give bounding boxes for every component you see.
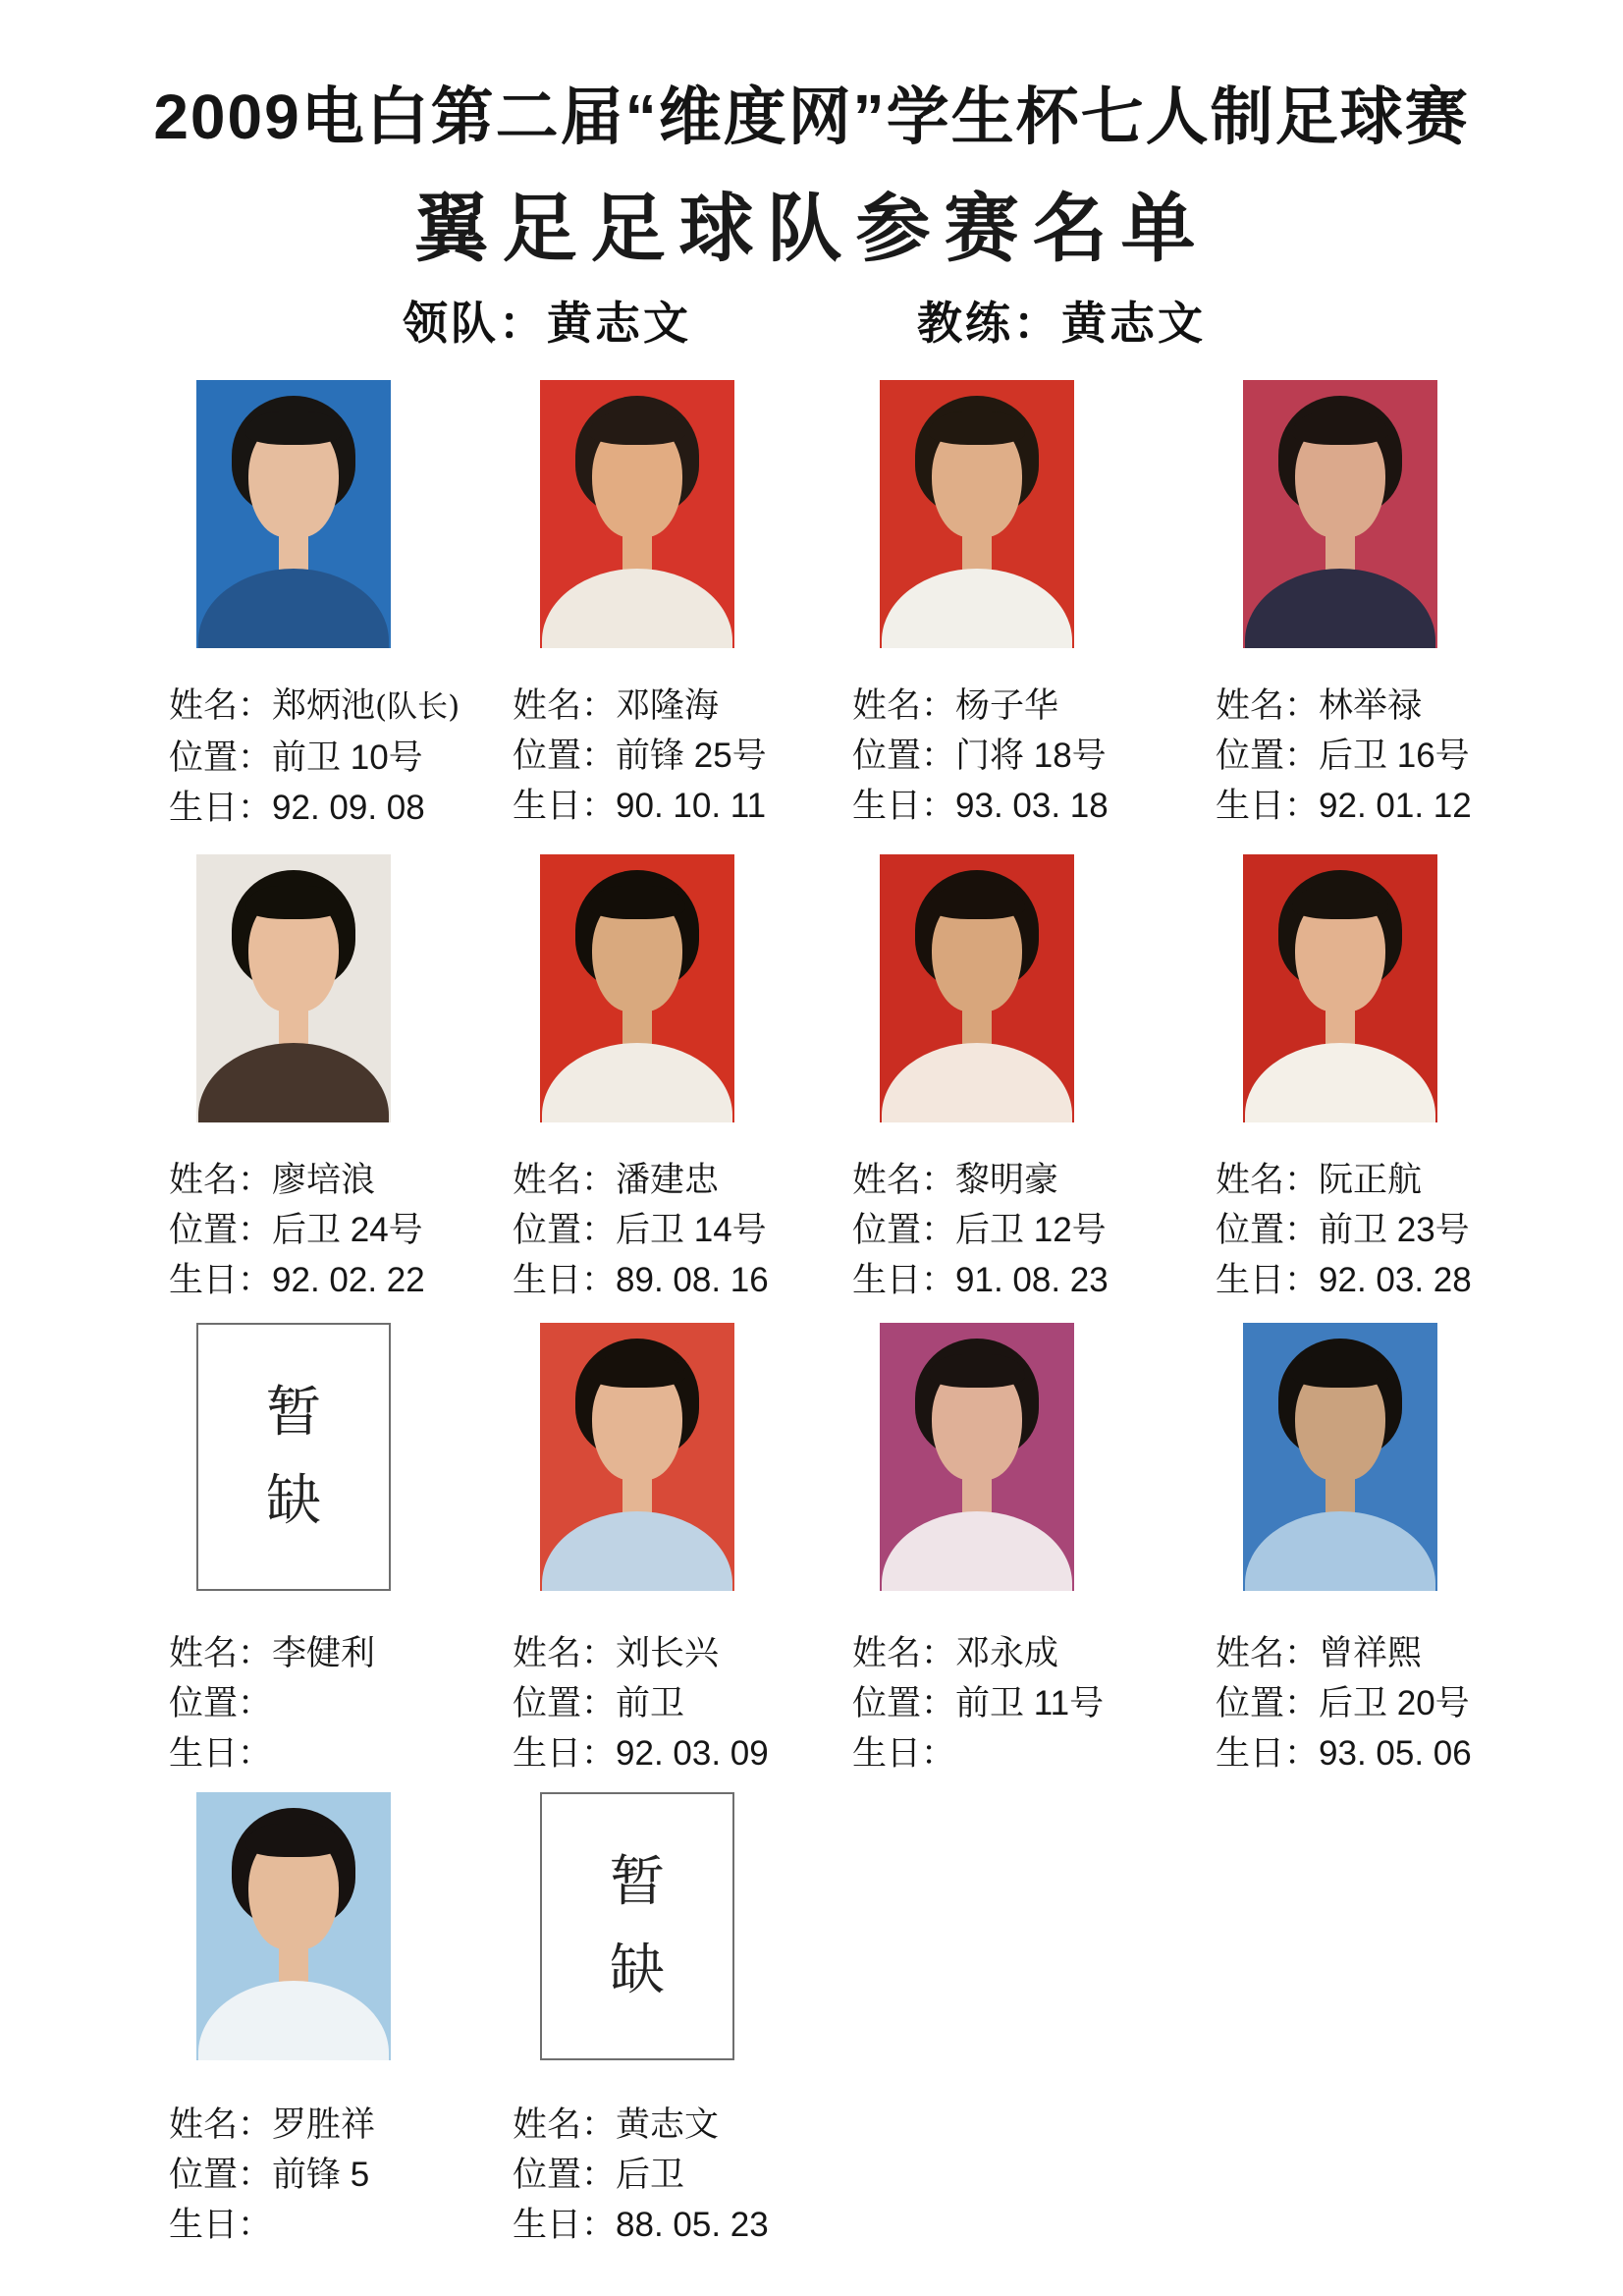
player-position: 门将 18号: [955, 737, 1107, 775]
position-label: 位置：: [513, 1211, 617, 1249]
player-birthday: 92. 03. 28: [1319, 1261, 1472, 1299]
player-position-line: [513, 2150, 769, 2200]
team-roster-title: 翼足足球队参赛名单: [413, 185, 1210, 272]
player-name: 曾祥熙: [1319, 1634, 1423, 1672]
player-birthday-line: [852, 1728, 1104, 1778]
coach-label: 教练：: [917, 298, 1061, 349]
player-name: 郑炳池: [272, 686, 376, 725]
birthday-label: 生日：: [169, 1734, 273, 1773]
name-label: 姓名：: [169, 2105, 273, 2144]
player-birthday-line: [169, 2200, 375, 2250]
birthday-label: 生日：: [852, 1734, 956, 1773]
fringe-shape: [1292, 886, 1388, 919]
name-label: 姓名：: [169, 1634, 273, 1672]
player-photo: [196, 1792, 391, 2060]
player-position-line: [169, 1205, 425, 1255]
player-position: 后卫: [616, 2156, 685, 2194]
player-photo: [1243, 380, 1437, 648]
name-label: 姓名：: [169, 1161, 273, 1199]
player-birthday-line: [1216, 1728, 1472, 1778]
position-label: 位置：: [852, 1211, 956, 1249]
name-label: 姓名：: [852, 1161, 956, 1199]
player-position-line: [169, 733, 460, 783]
team-leader-label: 领队：: [403, 298, 547, 349]
fringe-shape: [245, 1824, 342, 1857]
birthday-label: 生日：: [1216, 1261, 1320, 1299]
name-label: 姓名：: [1216, 1634, 1320, 1672]
player-position-line: [852, 1678, 1104, 1728]
player-birthday: 92. 09. 08: [272, 789, 425, 827]
birthday-label: 生日：: [513, 1261, 617, 1299]
player-photo: [540, 1323, 734, 1591]
player-birthday: 89. 08. 16: [616, 1261, 769, 1299]
position-label: 位置：: [1216, 737, 1320, 775]
shirt-shape: [882, 1511, 1072, 1591]
player-name-line: [1216, 1628, 1472, 1678]
player-name: 罗胜祥: [272, 2105, 376, 2144]
name-label: 姓名：: [1216, 686, 1320, 725]
player-position: 前锋 25号: [616, 737, 767, 775]
fringe-shape: [929, 886, 1025, 919]
photo-missing-text: 暂 缺: [610, 1849, 665, 2002]
player-name-line: [852, 1628, 1104, 1678]
player-photo: [196, 854, 391, 1122]
fringe-shape: [245, 886, 342, 919]
player-position: 前卫 23号: [1319, 1211, 1470, 1249]
position-label: 位置：: [852, 1684, 956, 1722]
coach-name: 黄志文: [1061, 298, 1206, 349]
player-info: [513, 681, 767, 831]
player-birthday-line: [1216, 1255, 1472, 1305]
position-label: 位置：: [513, 1684, 617, 1722]
birthday-label: 生日：: [1216, 1734, 1320, 1773]
fringe-shape: [1292, 411, 1388, 445]
shirt-shape: [1245, 569, 1435, 648]
player-birthday-line: [513, 2200, 769, 2250]
position-label: 位置：: [169, 2156, 273, 2194]
name-label: 姓名：: [852, 1634, 956, 1672]
player-name-line: [513, 1155, 769, 1205]
player-photo: [880, 1323, 1074, 1591]
player-photo: [1243, 1323, 1437, 1591]
player-name-line: [513, 1628, 769, 1678]
player-birthday: 90. 10. 11: [616, 787, 767, 825]
player-info: [1216, 1155, 1472, 1305]
player-photo-placeholder: [196, 1323, 391, 1591]
player-info: [513, 1628, 769, 1778]
name-label: 姓名：: [852, 686, 956, 725]
staff-line: [0, 288, 1623, 347]
player-name-line: [1216, 681, 1472, 731]
player-name: 廖培浪: [272, 1161, 376, 1199]
player-position: 前卫 10号: [272, 738, 423, 777]
player-position: 前锋 5: [272, 2156, 370, 2194]
player-birthday: 93. 05. 06: [1319, 1734, 1472, 1773]
shirt-shape: [1245, 1511, 1435, 1591]
fringe-shape: [929, 411, 1025, 445]
player-position: 前卫: [616, 1684, 685, 1722]
coach: [917, 288, 1206, 353]
player-name: 杨子华: [955, 686, 1059, 725]
birthday-label: 生日：: [169, 789, 273, 827]
player-info: [513, 2100, 769, 2250]
player-photo-placeholder: [540, 1792, 734, 2060]
position-label: 位置：: [852, 737, 956, 775]
player-name-line: [169, 1628, 375, 1678]
player-position: 后卫 20号: [1319, 1684, 1470, 1722]
player-name: 黄志文: [616, 2105, 720, 2144]
birthday-label: 生日：: [513, 2206, 617, 2244]
player-position: 前卫 11号: [955, 1684, 1105, 1722]
birthday-label: 生日：: [1216, 787, 1320, 825]
player-info: [1216, 1628, 1472, 1778]
player-name-line: [169, 2100, 375, 2150]
shirt-shape: [882, 569, 1072, 648]
shirt-shape: [198, 569, 389, 648]
fringe-shape: [1292, 1354, 1388, 1388]
photo-missing-text: 暂 缺: [266, 1380, 321, 1533]
shirt-shape: [198, 1043, 389, 1122]
shirt-shape: [542, 1511, 732, 1591]
player-position-line: [1216, 1205, 1472, 1255]
position-label: 位置：: [169, 1211, 273, 1249]
player-name: 林举禄: [1319, 686, 1423, 725]
player-info: [852, 681, 1109, 831]
shirt-shape: [542, 1043, 732, 1122]
birthday-label: 生日：: [513, 787, 617, 825]
player-name-line: [852, 681, 1109, 731]
fringe-shape: [589, 886, 685, 919]
player-name: 潘建忠: [616, 1161, 720, 1199]
player-info: [852, 1155, 1109, 1305]
player-info: [1216, 681, 1472, 831]
name-label: 姓名：: [513, 2105, 617, 2144]
position-label: 位置：: [169, 738, 273, 777]
team-leader-name: 黄志文: [547, 298, 691, 349]
player-name-line: [169, 681, 460, 733]
player-info: [852, 1628, 1104, 1778]
player-position-line: [852, 731, 1109, 781]
player-info: [169, 681, 460, 833]
name-label: 姓名：: [513, 1161, 617, 1199]
player-birthday: 92. 03. 09: [616, 1734, 769, 1773]
name-label: 姓名：: [1216, 1161, 1320, 1199]
player-name: 刘长兴: [616, 1634, 720, 1672]
player-photo: [540, 854, 734, 1122]
shirt-shape: [882, 1043, 1072, 1122]
shirt-shape: [1245, 1043, 1435, 1122]
player-birthday-line: [513, 1728, 769, 1778]
player-info: [169, 1155, 425, 1305]
player-info: [169, 1628, 375, 1778]
player-name-line: [513, 2100, 769, 2150]
player-name: 阮正航: [1319, 1161, 1423, 1199]
player-birthday-line: [1216, 781, 1472, 831]
player-photo: [196, 380, 391, 648]
player-name-line: [513, 681, 767, 731]
player-birthday: 91. 08. 23: [955, 1261, 1109, 1299]
player-name: 黎明豪: [955, 1161, 1059, 1199]
position-label: 位置：: [513, 2156, 617, 2194]
position-label: 位置：: [1216, 1211, 1320, 1249]
player-name-line: [1216, 1155, 1472, 1205]
player-photo: [540, 380, 734, 648]
player-position: 后卫 12号: [955, 1211, 1107, 1249]
player-position-line: [513, 731, 767, 781]
player-birthday: 92. 02. 22: [272, 1261, 425, 1299]
player-name: 李健利: [272, 1634, 376, 1672]
player-birthday-line: [852, 1255, 1109, 1305]
player-birthday-line: [852, 781, 1109, 831]
name-label: 姓名：: [513, 686, 617, 725]
player-birthday-line: [169, 1255, 425, 1305]
position-label: 位置：: [513, 737, 617, 775]
player-position-line: [513, 1678, 769, 1728]
shirt-shape: [198, 1981, 389, 2060]
team-leader: [403, 288, 691, 353]
player-position-line: [1216, 1678, 1472, 1728]
position-label: 位置：: [169, 1684, 273, 1722]
birthday-label: 生日：: [852, 1261, 956, 1299]
birthday-label: 生日：: [169, 2206, 273, 2244]
player-birthday-line: [513, 1255, 769, 1305]
player-position: 后卫 14号: [616, 1211, 767, 1249]
player-position-line: [852, 1205, 1109, 1255]
player-position-line: [1216, 731, 1472, 781]
player-birthday: 93. 03. 18: [955, 787, 1109, 825]
tournament-title: 2009电白第二届“维度网”学生杯七人制足球赛: [153, 82, 1470, 152]
fringe-shape: [245, 411, 342, 445]
player-birthday: 88. 05. 23: [616, 2206, 769, 2244]
player-info: [513, 1155, 769, 1305]
player-photo: [880, 854, 1074, 1122]
birthday-label: 生日：: [513, 1734, 617, 1773]
player-birthday: 92. 01. 12: [1319, 787, 1472, 825]
captain-tag: (队长): [375, 689, 460, 725]
player-name: 邓隆海: [616, 686, 720, 725]
name-label: 姓名：: [169, 686, 273, 725]
player-position: 后卫 16号: [1319, 737, 1470, 775]
name-label: 姓名：: [513, 1634, 617, 1672]
fringe-shape: [589, 411, 685, 445]
player-info: [169, 2100, 375, 2250]
player-birthday-line: [169, 1728, 375, 1778]
shirt-shape: [542, 569, 732, 648]
player-name: 邓永成: [955, 1634, 1059, 1672]
player-photo: [1243, 854, 1437, 1122]
player-photo: [880, 380, 1074, 648]
fringe-shape: [929, 1354, 1025, 1388]
position-label: 位置：: [1216, 1684, 1320, 1722]
birthday-label: 生日：: [852, 787, 956, 825]
player-position-line: [169, 2150, 375, 2200]
player-name-line: [852, 1155, 1109, 1205]
player-position-line: [169, 1678, 375, 1728]
player-birthday-line: [513, 781, 767, 831]
player-position-line: [513, 1205, 769, 1255]
birthday-label: 生日：: [169, 1261, 273, 1299]
fringe-shape: [589, 1354, 685, 1388]
player-birthday-line: [169, 783, 460, 833]
player-position: 后卫 24号: [272, 1211, 423, 1249]
player-name-line: [169, 1155, 425, 1205]
